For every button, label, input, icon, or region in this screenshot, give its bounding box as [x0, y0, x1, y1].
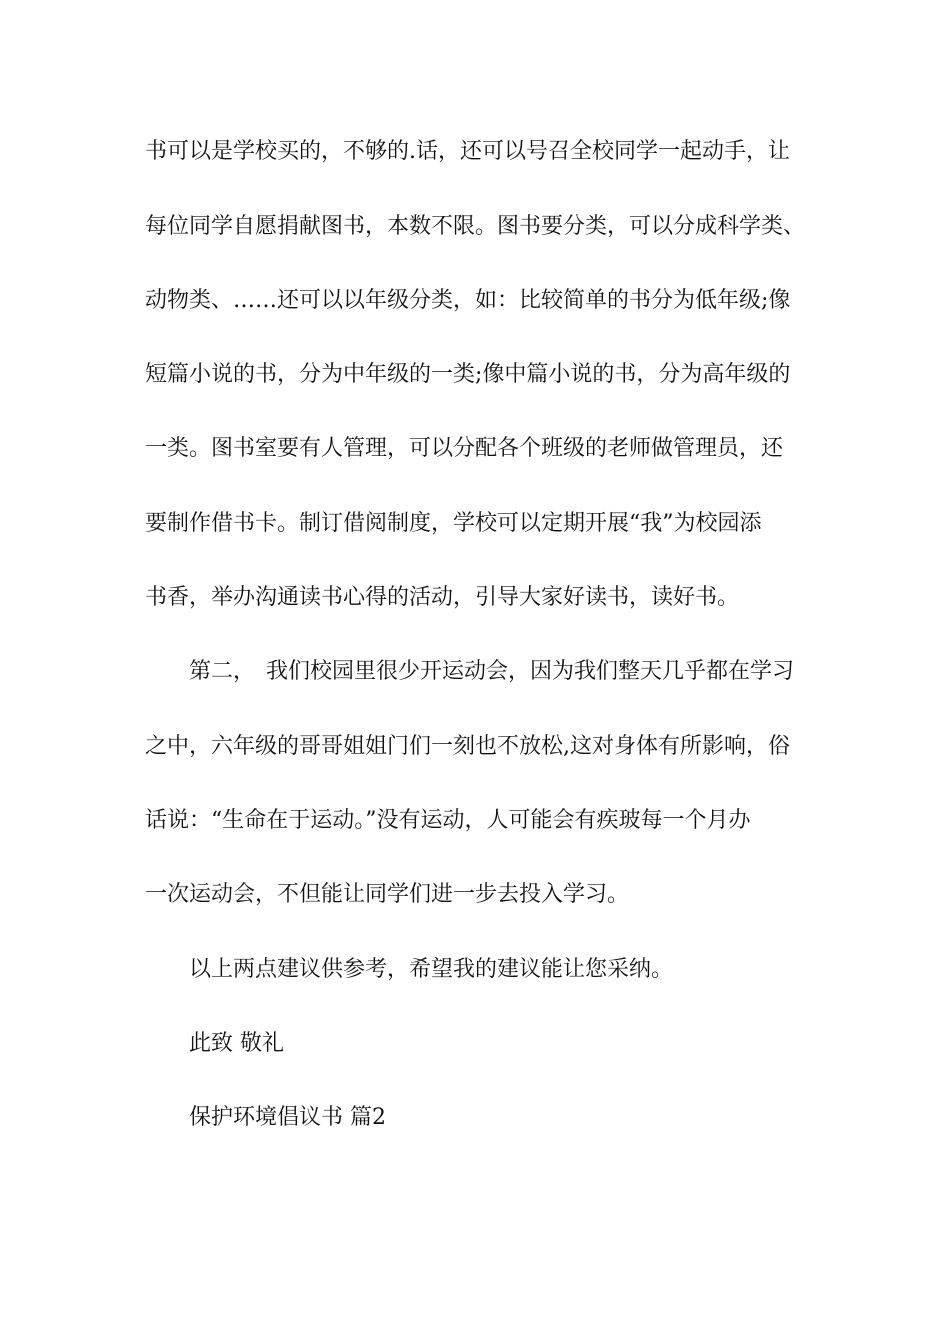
paragraph-line: 一类。图书室要有人管理，可以分配各个班级的老师做管理员，还 [145, 436, 784, 461]
paragraph-line: 话说：“生命在于运动。”没有运动，人可能会有疾玻每一个月办 [145, 808, 751, 833]
paragraph-line: 短篇小说的书，分为中年级的一类;像中篇小说的书，分为高年级的 [145, 362, 791, 387]
paragraph-line: 每位同学自愿捐献图书，本数不限。图书要分类，可以分成科学类、 [145, 214, 806, 239]
paragraph-line: 以上两点建议供参考，希望我的建议能让您采纳。 [189, 957, 674, 982]
paragraph-line: 第二， 我们校园里很少开运动会，因为我们整天几乎都在学习 [189, 659, 795, 684]
paragraph-line: 之中，六年级的哥哥姐姐门们一刻也不放松,这对身体有所影响，俗 [145, 734, 790, 759]
paragraph-line: 要制作借书卡。制订借阅制度，学校可以定期开展“我”为校园添 [145, 511, 762, 536]
paragraph-line: 书香，举办沟通读书心得的活动，引导大家好读书，读好书。 [145, 585, 740, 610]
section-heading: 保护环境倡议书 篇2 [189, 1105, 386, 1130]
closing-salutation: 此致 敬礼 [189, 1031, 284, 1056]
paragraph-line: 一次运动会，不但能让同学们进一步去投入学习。 [145, 882, 630, 907]
paragraph-line: 动物类、……还可以以年级分类，如：比较简单的书分为低年级;像 [145, 288, 791, 313]
paragraph-line: 书可以是学校买的，不够的.话，还可以号召全校同学一起动手，让 [145, 139, 790, 164]
